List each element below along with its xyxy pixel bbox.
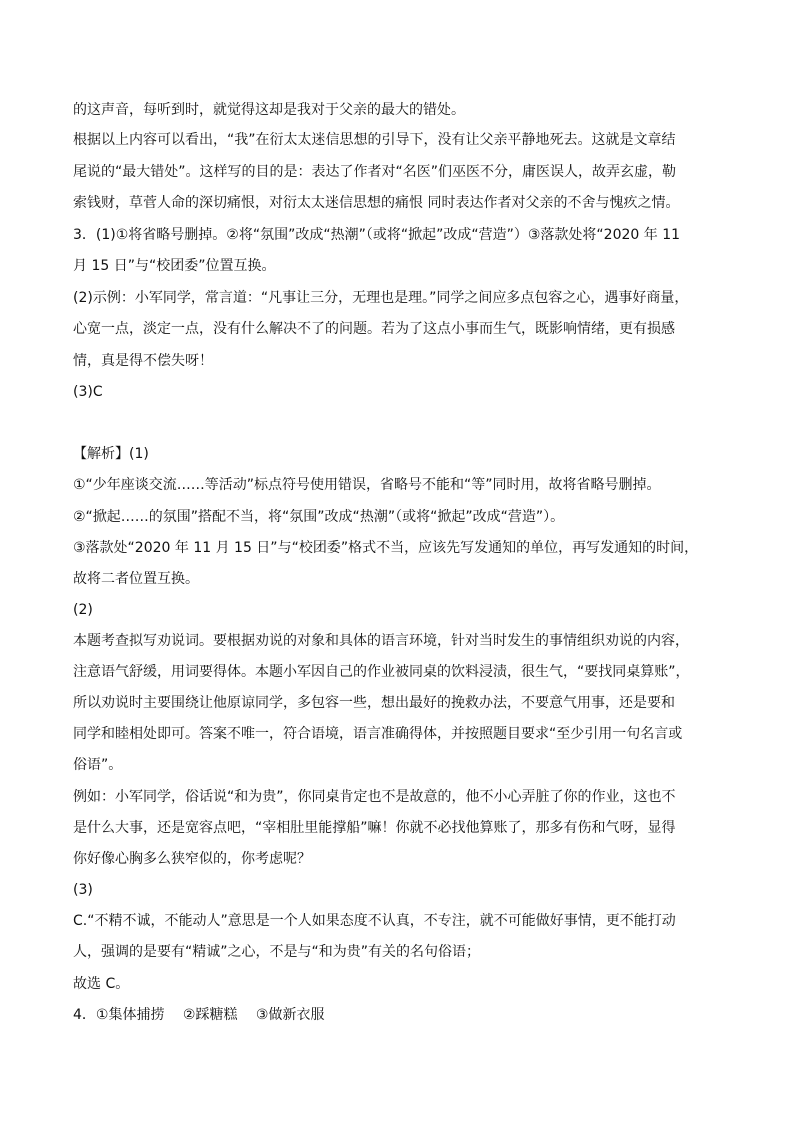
text-line: 你好像心胸多么狭窄似的，你考虑呢？ <box>73 851 311 867</box>
text-line: (2) <box>73 602 93 618</box>
text-line: 注意语气舒缓，用词要得体。本题小军因自己的作业被同桌的饮料浸渍，很生气，“要找同桌算账”， <box>73 664 690 680</box>
text-line: (3) <box>73 882 93 898</box>
text-line: 情，真是得不偿失呀！ <box>73 353 213 369</box>
text-line: 所以劝说时主要围绕让他原谅同学，多包容一些，想出最好的挽救办法，不要意气用事，还是要和 <box>73 695 675 711</box>
text-line: 是什么大事，还是宽容点吧，“宰相肚里能撑船”嘛！你就不必找他算账了，那多有伤和气呀，显得 <box>73 820 676 836</box>
text-line: 尾说的“最大错处”。这样写的目的是：表达了作者对“名医”们巫医不分，庸医误人，故弄玄虚，勒 <box>73 164 677 180</box>
text-line: ①“少年座谈交流……等活动”标点符号使用错误，省略号不能和“等”同时用，故将省略号删掉。 <box>73 477 661 493</box>
text-line: 的这声音，每听到时，就觉得这却是我对于父亲的最大的错处。 <box>73 102 465 118</box>
text-line: 心宽一点，淡定一点，没有什么解决不了的问题。若为了这点小事而生气，既影响情绪，更有损感 <box>73 321 675 337</box>
text-line: 同学和睦相处即可。答案不唯一，符合语境，语言准确得体，并按照题目要求“至少引用一句名言或 <box>73 726 683 742</box>
text-line: 故将二者位置互换。 <box>73 571 199 587</box>
text-line: 4．①集体捕捞 ②踩糖糕 ③做新衣服 <box>73 1007 325 1023</box>
text-line: 索钱财，草菅人命的深切痛恨，对衍太太迷信思想的痛恨 同时表达作者对父亲的不舍与愧疚之情。 <box>73 195 680 211</box>
text-line: 俗语”。 <box>73 757 123 773</box>
text-line: 故选 C。 <box>73 976 130 992</box>
text-line: ③落款处“2020 年 11 月 15 日”与“校团委”格式不当，应该先写发通知的单位，再写发通知的时间， <box>73 540 699 556</box>
text-line: 本题考查拟写劝说词。要根据劝说的对象和具体的语言环境，针对当时发生的事情组织劝说的内容， <box>73 633 689 649</box>
text-line: 例如：小军同学，俗话说“和为贵”，你同桌肯定也不是故意的，他不小心弄脏了你的作业，这也不 <box>73 789 676 805</box>
analysis-heading: 【解析】(1) <box>73 446 149 462</box>
text-line: 月 15 日”与“校团委”位置互换。 <box>73 258 276 274</box>
text-line: 人，强调的是要有“精诚”之心，不是与“和为贵”有关的名句俗语； <box>73 944 481 960</box>
text-line: 根据以上内容可以看出，“我”在衍太太迷信思想的引导下，没有让父亲平静地死去。这就是文章结 <box>73 132 676 148</box>
text-line: ②“掀起……的氛围”搭配不当，将“氛围”改成“热潮”（或将“掀起”改成“营造”）。 <box>73 509 565 525</box>
text-line: (2)示例：小军同学，常言道：“凡事让三分，无理也是理。”同学之间应多点包容之心，遇事好商量， <box>73 290 689 306</box>
text-line: C.“不精不诚，不能动人”意思是一个人如果态度不认真，不专注，就不可能做好事情，更不能打动 <box>73 913 676 929</box>
text-line: (3)C <box>73 384 103 400</box>
text-line: 3．(1)①将省略号删掉。②将“氛围”改成“热潮”（或将“掀起”改成“营造”）③落款处将“2020 年 11 <box>73 227 681 243</box>
